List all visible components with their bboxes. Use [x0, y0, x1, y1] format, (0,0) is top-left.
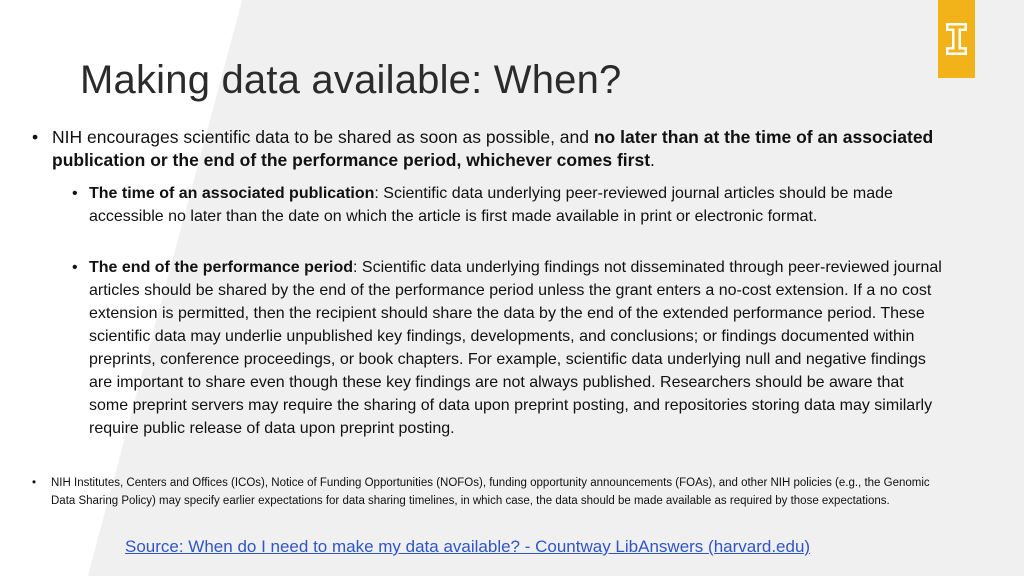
sub-bullet-heading: The time of an associated publication	[89, 185, 375, 202]
bullet-text-bold: no later than at the time of an associated publication or the end of the performance period, whichever comes first	[52, 127, 934, 170]
bullet-text	[52, 126, 952, 172]
bullet-text-end: .	[650, 150, 655, 170]
sub-bullet-body: : Scientific data underlying peer-reviewed journal articles should be made accessible no later than the date on which the article is first made available in print or electronic format.	[89, 185, 893, 225]
bullet-dot: •	[32, 127, 39, 147]
source-link[interactable]: Source: When do I need to make my data available? - Countway LibAnswers (harvard.edu)	[125, 537, 811, 556]
sub-bullet-text	[89, 182, 942, 228]
block-i-logo-icon	[938, 0, 975, 78]
bullet-text: NIH Institutes, Centers and Offices (ICOs), Notice of Funding Opportunities (NOFOs), funding opportunity announcements (FOAs), and other NIH policies (e.g., the Genomic Data Sharing Policy) may specify earlier expectations for data sharing timelines, in which case, the data should be made available as required by those expectations.	[51, 477, 930, 507]
bullet-text-normal: NIH encourages scientific data to be shared as soon as possible, and	[52, 127, 594, 147]
sub-bullet-body: : Scientific data underlying findings not disseminated through peer-reviewed journal articles should be shared by the end of the performance period unless the grant enters a no-cost extension. If a no cost extension is permitted, then the recipient should share the data by the end of the extended performance period. These scientific data may underlie unpublished key findings, developments, and conclusions; or findings documented within preprints, conference proceedings, or book chapters. For example, scientific data underlying null and negative findings are important to share even though these key findings are not always published. Researchers should be aware that some preprint servers may require the sharing of data upon preprint posting, and repositories storing data may similarly require public release of data upon preprint posting.	[89, 259, 942, 437]
sub-bullet-performance-period	[72, 256, 942, 440]
sub-bullet-publication	[72, 182, 942, 228]
sub-bullet-text	[89, 256, 942, 440]
bullet-dot: •	[32, 477, 37, 489]
bullet-dot: •	[72, 259, 78, 276]
bullet-dot: •	[72, 185, 78, 202]
bullet-ico-policies	[32, 474, 957, 510]
page-title: Making data available: When?	[80, 58, 622, 102]
bullet-main	[32, 126, 952, 172]
sub-bullet-heading: The end of the performance period	[89, 259, 354, 276]
